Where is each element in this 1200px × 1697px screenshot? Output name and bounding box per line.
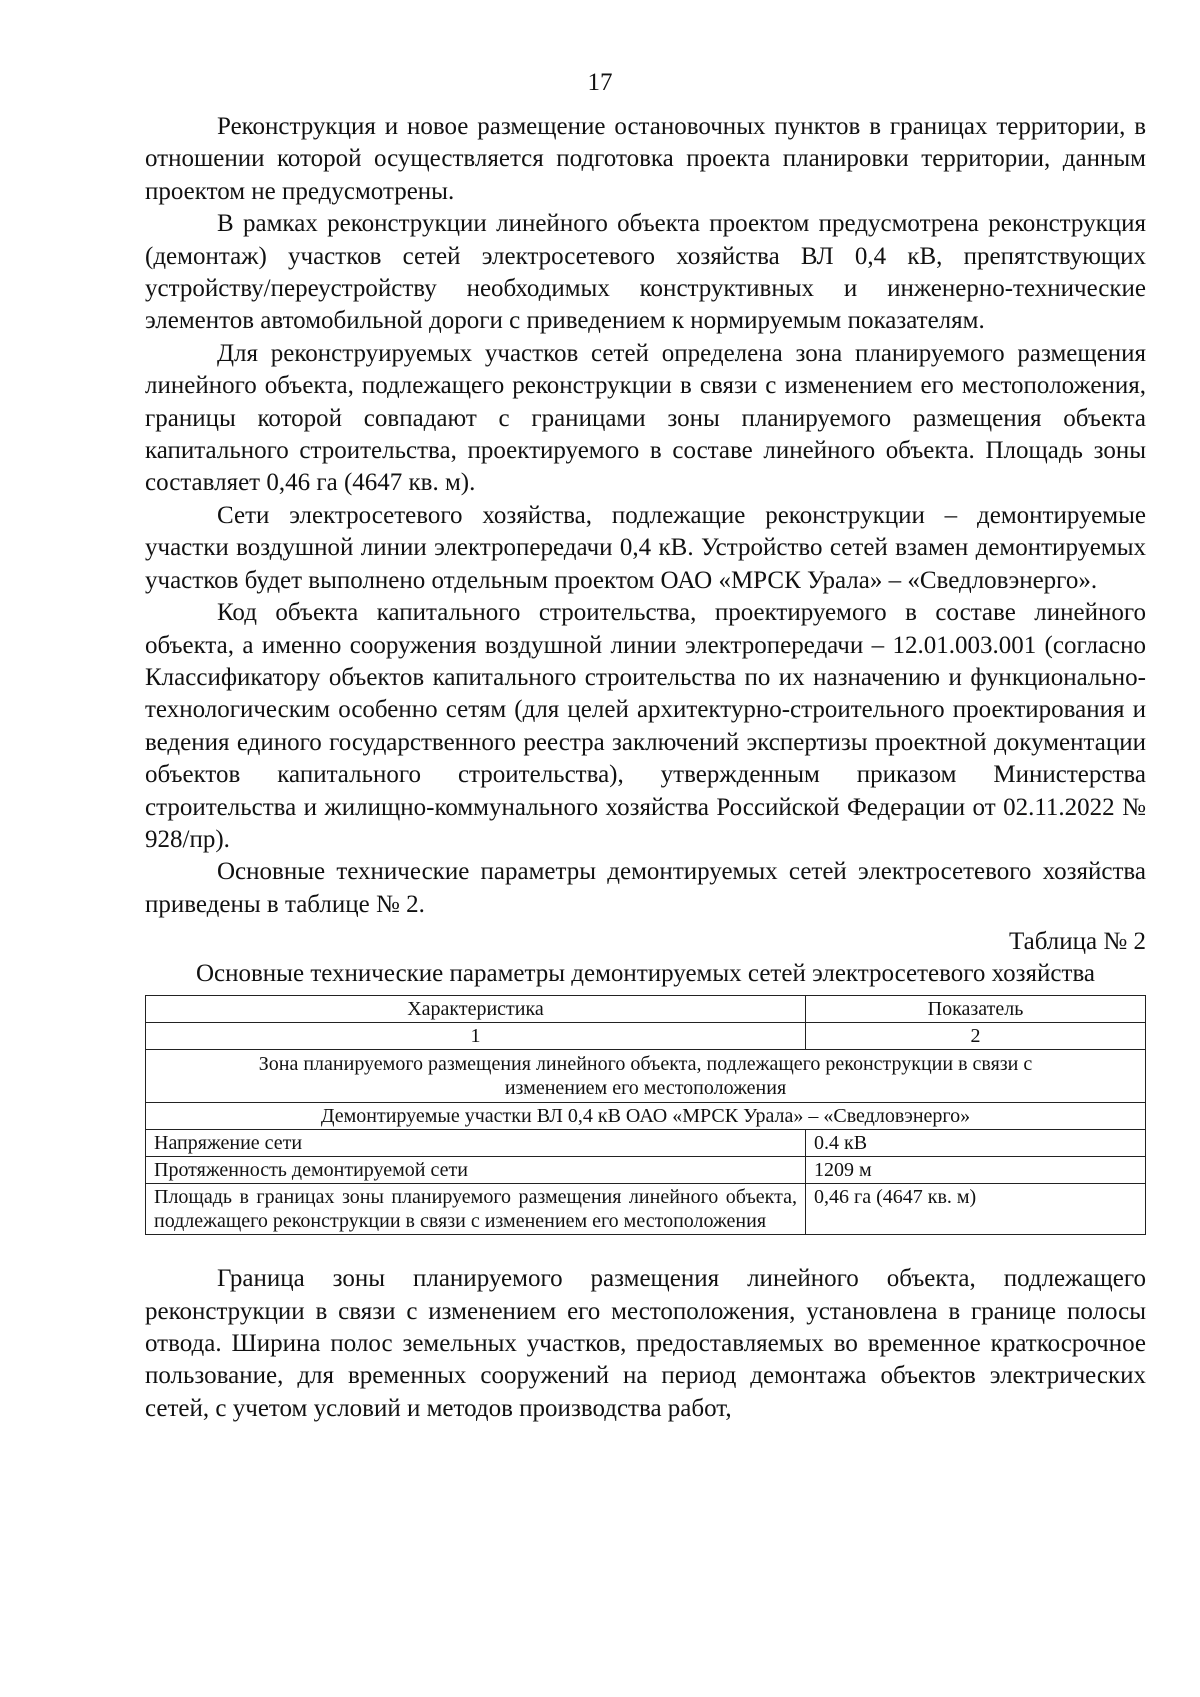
- document-body: [145, 111, 1146, 1425]
- section-sites: Демонтируемые участки ВЛ 0,4 кВ ОАО «МРСК Урала» – «Сведловэнерго»: [146, 1103, 1146, 1130]
- section-zone: Зона планируемого размещения линейного объекта, подлежащего реконструкции в связи с изменением его местоположения: [146, 1050, 1146, 1103]
- table-section-row: [146, 1103, 1146, 1130]
- table-row: [146, 1184, 1146, 1235]
- table-row: [146, 1157, 1146, 1184]
- paragraph: Для реконструируемых участков сетей определена зона планируемого размещения линейного объекта, подлежащего реконструкции в связи с изменением его местоположения, границы которой совпадают с границами зоны планируемого размещения объекта капитального строительства, проектируемого в составе линейного объекта. Площадь зоны составляет 0,46 га (4647 кв. м).: [145, 339, 1146, 497]
- cell-value: 0,46 га (4647 кв. м): [806, 1184, 1146, 1235]
- table-title: Основные технические параметры демонтируемых сетей электросетевого хозяйства: [195, 960, 1096, 988]
- cell-characteristic: Площадь в границах зоны планируемого размещения линейного объекта, подлежащего реконструкции в связи с изменением его местоположения: [146, 1184, 806, 1235]
- paragraph: Реконструкция и новое размещение остановочных пунктов в границах территории, в отношении которой осуществляется подготовка проекта планировки территории, данным проектом не предусмотрены.: [145, 113, 1146, 205]
- paragraph: Код объекта капитального строительства, проектируемого в составе линейного объекта, а именно сооружения воздушной линии электропередачи – 12.01.003.001 (согласно Классификатору объектов капитального строительства по их назначению и функционально-технологическим особенно сетям (для целей архитектурно-строительного проектирования и ведения единого государственного реестра заключений экспертизы проектной документации объектов капитального строительства), утвержденным приказом Министерства строительства и жилищно-коммунального хозяйства Российской Федерации от 02.11.2022 № 928/пр).: [145, 599, 1146, 853]
- cell-characteristic: Напряжение сети: [146, 1130, 806, 1157]
- table-label: Таблица № 2: [1008, 928, 1146, 956]
- page-number: 17: [587, 69, 613, 96]
- column-number-2: 2: [806, 1023, 1146, 1050]
- cell-characteristic: Протяженность демонтируемой сети: [146, 1157, 806, 1184]
- column-header-characteristic: Характеристика: [146, 996, 806, 1023]
- paragraph: Сети электросетевого хозяйства, подлежащие реконструкции – демонтируемые участки воздушной линии электропередачи 0,4 кВ. Устройство сетей взамен демонтируемых участков будет выполнено отдельным проектом ОАО «МРСК Урала» – «Сведловэнерго».: [145, 501, 1146, 594]
- paragraph: Основные технические параметры демонтируемых сетей электросетевого хозяйства приведены в таблице № 2.: [145, 858, 1146, 918]
- cell-value: 1209 м: [806, 1157, 1146, 1184]
- parameters-table: [145, 995, 1146, 1235]
- table-header-row: [146, 996, 1146, 1023]
- column-header-value: Показатель: [806, 996, 1146, 1023]
- table-section-row: [146, 1050, 1146, 1103]
- table-row: [146, 1130, 1146, 1157]
- column-number-1: 1: [146, 1023, 806, 1050]
- paragraph-after-table: Граница зоны планируемого размещения линейного объекта, подлежащего реконструкции в связи с изменением его местоположения, установлена в границе полосы отвода. Ширина полос земельных участков, предоставляемых во временное краткосрочное пользование, для временных сооружений на период демонтажа объектов электрических сетей, с учетом условий и методов производства работ,: [145, 1265, 1146, 1422]
- cell-value: 0.4 кВ: [806, 1130, 1146, 1157]
- paragraph: В рамках реконструкции линейного объекта проектом предусмотрена реконструкция (демонтаж) участков сетей электросетевого хозяйства ВЛ 0,4 кВ, препятствующих устройству/переустройству необходимых конструктивных и инженерно-технические элементов автомобильной дороги с приведением к нормируемым показателям.: [145, 210, 1146, 335]
- table-column-numbers-row: [146, 1023, 1146, 1050]
